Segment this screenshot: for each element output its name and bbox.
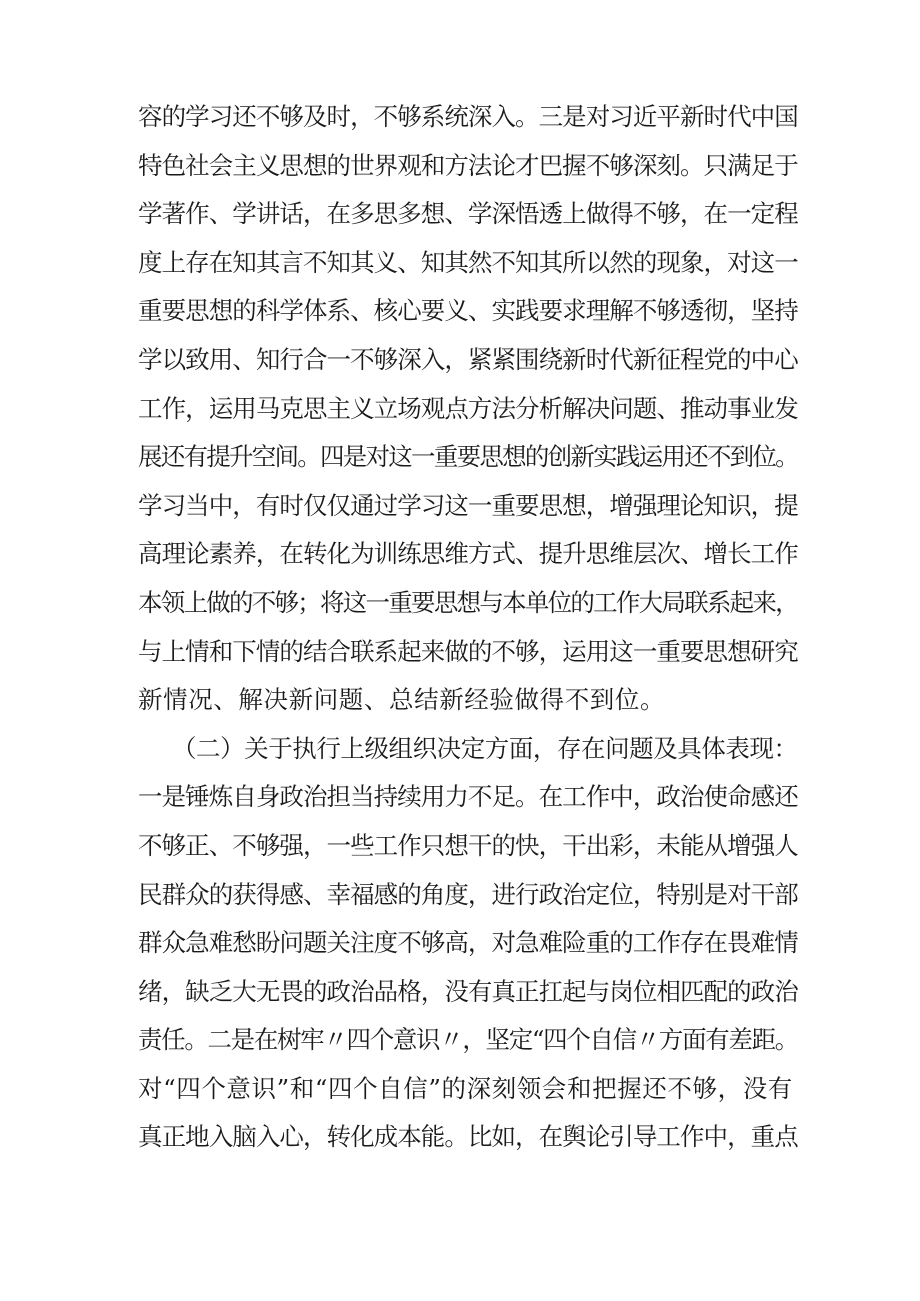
text-line: 真正地入脑入心，转化成本能。比如，在舆论引导工作中，重点 — [138, 1122, 798, 1152]
text-line: 对“四个意识”和“四个自信”的深刻领会和把握还不够，没有 — [138, 1073, 793, 1103]
document-body — [138, 93, 798, 1162]
text-line: 工作，运用马克思主义立场观点方法分析解决问题、推动事业发 — [138, 393, 798, 423]
text-line: 容的学习还不够及时，不够系统深入。三是对习近平新时代中国 — [138, 102, 798, 131]
text-line: 新情况、解决新问题、总结新经验做得不到位。 — [138, 685, 666, 715]
text-line: 不够正、不够强，一些工作只想干的快，干出彩，未能从增强人 — [138, 830, 798, 860]
text-line: 绪，缺乏大无畏的政治品格，没有真正扛起与岗位相匹配的政治 — [138, 976, 798, 1006]
text-line: （二）关于执行上级组织决定方面，存在问题及具体表现： — [172, 733, 798, 763]
text-line: 度上存在知其言不知其义、知其然不知其所以然的现象，对这一 — [138, 247, 798, 277]
text-line: 高理论素养，在转化为训练思维方式、提升思维层次、增长工作 — [138, 539, 798, 569]
text-line: 民群众的获得感、幸福感的角度，进行政治定位，特别是对干部 — [138, 879, 798, 909]
text-line: 学著作、学讲话，在多思多想、学深悟透上做得不够，在一定程 — [138, 199, 798, 229]
text-line: 本领上做的不够；将这一重要思想与本单位的工作大局联系起来， — [138, 587, 798, 617]
text-line: 学以致用、知行合一不够深入，紧紧围绕新时代新征程党的中心 — [138, 344, 798, 374]
text-line: 一是锤炼自身政治担当持续用力不足。在工作中，政治使命感还 — [138, 782, 798, 812]
text-line: 学习当中，有时仅仅通过学习这一重要思想，增强理论知识，提 — [138, 490, 798, 520]
text-line: 重要思想的科学体系、核心要义、实践要求理解不够透彻，坚持 — [138, 296, 798, 326]
text-line: 责任。二是在树牢〃四个意识〃，坚定“四个自信〃方面有差距。 — [138, 1025, 798, 1055]
text-line: 特色社会主义思想的世界观和方法论才巴握不够深刻。只满足于 — [138, 150, 798, 180]
text-line: 展还有提升空间。四是对这一重要思想的创新实践运用还不到位。 — [138, 442, 798, 472]
text-line: 群众急难愁盼问题关注度不够高，对急难险重的工作存在畏难情 — [138, 928, 798, 958]
text-line: 与上情和下情的结合联系起来做的不够，运用这一重要思想研究 — [138, 636, 798, 666]
